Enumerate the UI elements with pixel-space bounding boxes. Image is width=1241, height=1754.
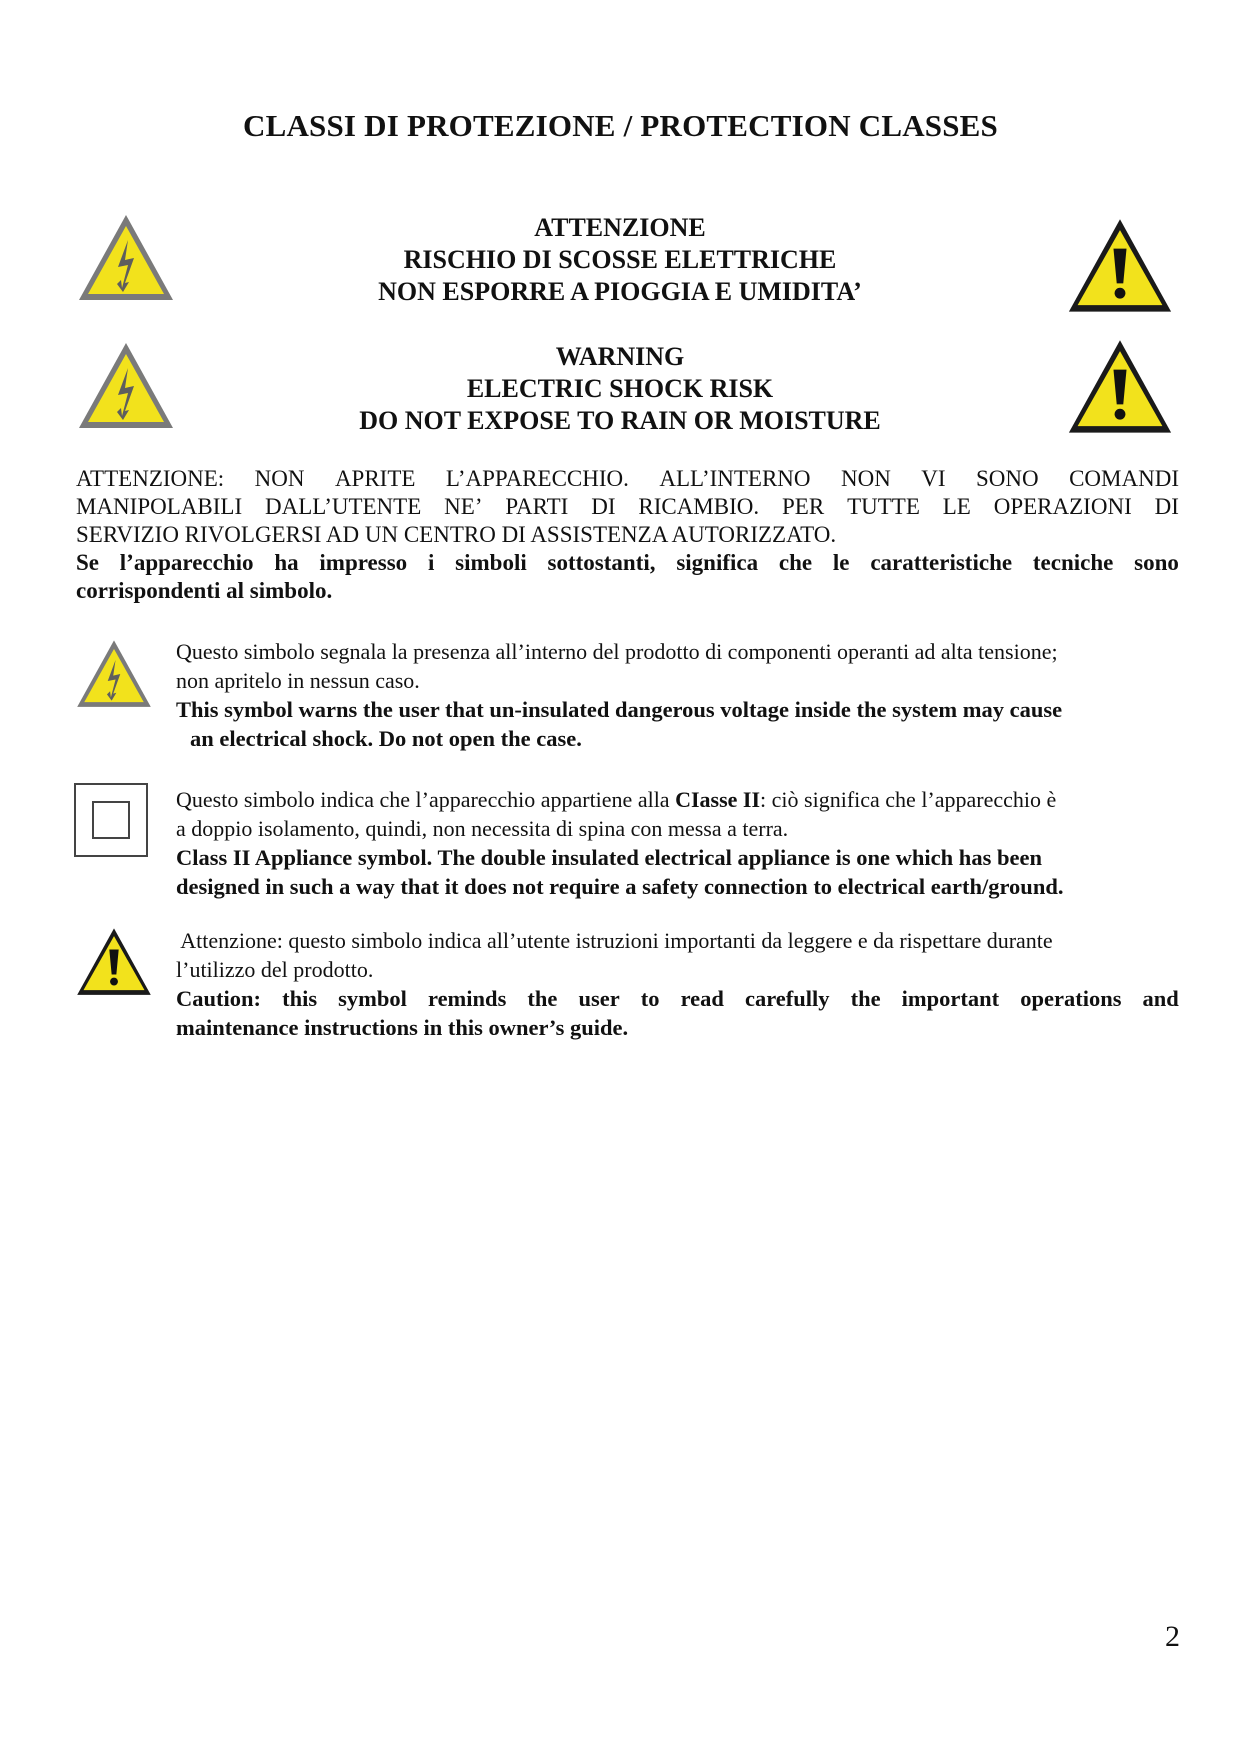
word: DI bbox=[591, 494, 616, 519]
word: impresso bbox=[319, 550, 408, 575]
word: this bbox=[282, 986, 318, 1011]
electric-shock-triangle-icon bbox=[74, 340, 178, 432]
warning-english bbox=[180, 341, 1060, 437]
double-square-class-ii-icon bbox=[74, 783, 148, 857]
word: NON bbox=[254, 466, 305, 491]
word: VI bbox=[921, 466, 946, 491]
notice-line bbox=[76, 493, 1179, 521]
warning-en-line2: ELECTRIC SHOCK RISK bbox=[466, 374, 774, 403]
symbol-it-line: non apritelo in nessun caso. bbox=[176, 668, 420, 693]
symbol-description-class-ii bbox=[176, 785, 1179, 901]
word: SONO bbox=[976, 466, 1039, 491]
word: user bbox=[578, 986, 620, 1011]
electric-shock-triangle-icon bbox=[74, 638, 154, 710]
word: tecniche bbox=[1032, 550, 1114, 575]
class-ii-label: CIasse II bbox=[675, 787, 761, 812]
word: APRITE bbox=[334, 466, 416, 491]
word: che bbox=[778, 550, 813, 575]
word: ALL’INTERNO bbox=[659, 466, 811, 491]
word: the bbox=[527, 986, 558, 1011]
word: and bbox=[1142, 986, 1179, 1011]
word: read bbox=[680, 986, 724, 1011]
word: symbol bbox=[338, 986, 407, 1011]
word: LE bbox=[942, 494, 971, 519]
word: TUTTE bbox=[847, 494, 920, 519]
exclamation-triangle-icon bbox=[74, 926, 154, 998]
symbol-it-text: : ciò significa che l’apparecchio è bbox=[760, 787, 1057, 812]
word: carefully bbox=[744, 986, 830, 1011]
symbol-en-line: designed in such a way that it does not require a safety connection to electrical earth/ground. bbox=[176, 874, 1064, 899]
word: caratteristiche bbox=[870, 550, 1013, 575]
symbol-it-text: Questo simbolo indica che l’apparecchio appartiene alla bbox=[176, 787, 676, 812]
word: NON bbox=[840, 466, 891, 491]
word: to bbox=[640, 986, 660, 1011]
word: reminds bbox=[427, 986, 507, 1011]
symbol-description-caution bbox=[176, 926, 1179, 1042]
word: ATTENZIONE: bbox=[76, 466, 225, 491]
exclamation-triangle-icon bbox=[1063, 337, 1177, 437]
symbol-en-line bbox=[176, 984, 1179, 1013]
word: sottostanti, bbox=[547, 550, 656, 575]
symbol-en-line: maintenance instructions in this owner’s guide. bbox=[176, 1015, 629, 1040]
warning-en-line1: WARNING bbox=[555, 342, 685, 371]
word: DI bbox=[1154, 494, 1179, 519]
exclamation-triangle-icon bbox=[1063, 216, 1177, 316]
symbol-it-line bbox=[176, 785, 1179, 814]
word: sono bbox=[1134, 550, 1179, 575]
symbol-en-line: Class II Appliance symbol. The double insulated electrical appliance is one which has been bbox=[176, 845, 1042, 870]
notice-bold-line: corrispondenti al simbolo. bbox=[76, 578, 333, 603]
symbol-it-line: Attenzione: questo simbolo indica all’utente istruzioni importanti da leggere e da rispettare durante bbox=[176, 928, 1053, 953]
notice-line bbox=[76, 465, 1179, 493]
word: operations bbox=[1020, 986, 1122, 1011]
word: le bbox=[832, 550, 850, 575]
word: ha bbox=[274, 550, 299, 575]
word: the bbox=[850, 986, 881, 1011]
warning-it-line1: ATTENZIONE bbox=[534, 213, 706, 242]
page-number: 2 bbox=[1165, 1620, 1180, 1653]
word: l’apparecchio bbox=[119, 550, 254, 575]
word: NE’ bbox=[444, 494, 483, 519]
word: L’APPARECCHIO. bbox=[445, 466, 629, 491]
word: significa bbox=[676, 550, 759, 575]
symbol-en-line: This symbol warns the user that un-insulated dangerous voltage inside the system may cause bbox=[176, 697, 1063, 722]
notice-paragraph bbox=[76, 465, 1179, 605]
warning-en-line3: DO NOT EXPOSE TO RAIN OR MOISTURE bbox=[359, 406, 881, 435]
word: i bbox=[427, 550, 435, 575]
word: PARTI bbox=[505, 494, 569, 519]
word: Caution: bbox=[176, 986, 262, 1011]
word: PER bbox=[782, 494, 825, 519]
symbol-it-line: Questo simbolo segnala la presenza all’interno del prodotto di componenti operanti ad alta tensione; bbox=[176, 639, 1058, 664]
word: important bbox=[901, 986, 1000, 1011]
warning-it-line2: RISCHIO DI SCOSSE ELETTRICHE bbox=[403, 245, 837, 274]
word: simboli bbox=[455, 550, 527, 575]
symbol-it-line: a doppio isolamento, quindi, non necessita di spina con messa a terra. bbox=[176, 816, 789, 841]
symbol-it-line: l’utilizzo del prodotto. bbox=[176, 957, 374, 982]
word: OPERAZIONI bbox=[993, 494, 1132, 519]
notice-line: SERVIZIO RIVOLGERSI AD UN CENTRO DI ASSISTENZA AUTORIZZATO. bbox=[76, 522, 837, 547]
word: MANIPOLABILI bbox=[76, 494, 243, 519]
word: RICAMBIO. bbox=[638, 494, 760, 519]
warning-it-line3: NON ESPORRE A PIOGGIA E UMIDITA’ bbox=[378, 277, 862, 306]
notice-bold-line bbox=[76, 549, 1179, 577]
symbol-en-line: an electrical shock. Do not open the case. bbox=[190, 726, 582, 751]
word: COMANDI bbox=[1069, 466, 1179, 491]
warning-italian bbox=[180, 212, 1060, 308]
page-title: CLASSI DI PROTEZIONE / PROTECTION CLASSES bbox=[243, 108, 998, 143]
symbol-description-shock bbox=[176, 637, 1179, 753]
word: Se bbox=[76, 550, 99, 575]
electric-shock-triangle-icon bbox=[74, 212, 178, 304]
word: DALL’UTENTE bbox=[264, 494, 422, 519]
